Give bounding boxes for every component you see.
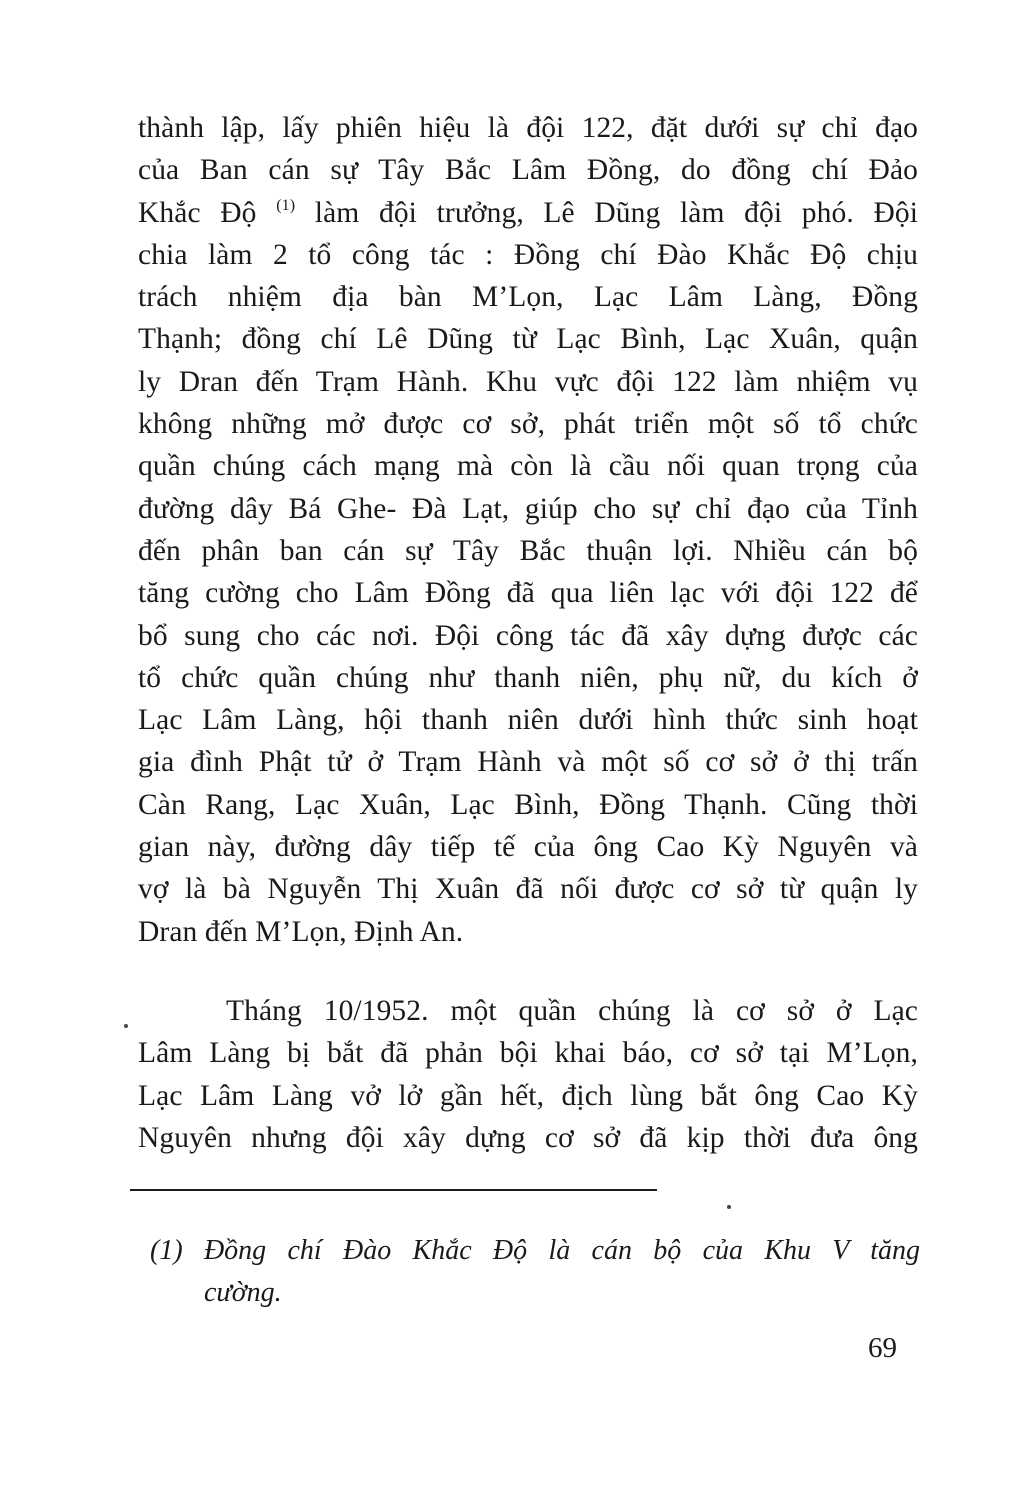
footnote-divider <box>130 1189 657 1191</box>
text-line: Càn Rang, Lạc Xuân, Lạc Bình, Đồng Thạnh. Cũng thời <box>138 788 918 821</box>
page-number: 69 <box>868 1332 897 1364</box>
text-line: Lạc Lâm Làng, hội thanh niên dưới hình thức sinh hoạt <box>138 704 918 737</box>
text-line: quần chúng cách mạng mà còn là cầu nối quan trọng của <box>138 450 918 483</box>
footnote-line: (1) Đồng chí Đào Khắc Độ là cán bộ của Khu V tăng <box>150 1235 920 1266</box>
paragraph-2 <box>138 990 918 1159</box>
text-line: Lâm Làng bị bắt đã phản bội khai báo, cơ sở tại M’Lọn, <box>138 1037 918 1070</box>
footnote-marker: (1) <box>276 196 296 214</box>
text-line: đến phân ban cán sự Tây Bắc thuận lợi. Nhiều cán bộ <box>138 534 918 567</box>
text-line: Lạc Lâm Làng vở lở gần hết, địch lùng bắt ông Cao Kỳ <box>138 1079 918 1112</box>
text-line: tăng cường cho Lâm Đồng đã qua liên lạc với đội 122 để <box>138 577 918 610</box>
text-line: thành lập, lấy phiên hiệu là đội 122, đặt dưới sự chỉ đạo <box>138 112 918 144</box>
text-line: trách nhiệm địa bàn M’Lọn, Lạc Lâm Làng, Đồng <box>138 281 918 314</box>
paragraph-1 <box>138 107 918 953</box>
text-line: ly Dran đến Trạm Hành. Khu vực đội 122 làm nhiệm vụ <box>138 365 918 398</box>
text-line: không những mở được cơ sở, phát triển một số tổ chức <box>138 408 918 441</box>
scan-speck <box>727 1205 731 1209</box>
text-line: gia đình Phật tử ở Trạm Hành và một số cơ sở ở thị trấn <box>138 746 918 779</box>
text-fragment: làm đội trưởng, Lê Dũng làm đội phó. Đội <box>314 196 918 229</box>
text-line: bổ sung cho các nơi. Đội công tác đã xây dựng được các <box>138 619 918 652</box>
text-line: Tháng 10/1952. một quần chúng là cơ sở ở Lạc <box>226 995 918 1027</box>
text-line: vợ là bà Nguyễn Thị Xuân đã nối được cơ sở từ quận ly <box>138 873 918 906</box>
text-line <box>138 192 918 234</box>
text-line: tổ chức quần chúng như thanh niên, phụ nữ, du kích ở <box>138 661 918 694</box>
footnote <box>150 1230 920 1314</box>
scan-speck <box>124 1024 128 1028</box>
text-line: Thạnh; đồng chí Lê Dũng từ Lạc Bình, Lạc Xuân, quận <box>138 323 918 356</box>
text-line: Dran đến M’Lọn, Định An. <box>138 915 464 948</box>
footnote-line: cường. <box>204 1277 282 1308</box>
text-line: chia làm 2 tổ công tác : Đồng chí Đào Khắc Độ chịu <box>138 238 918 271</box>
text-line: của Ban cán sự Tây Bắc Lâm Đồng, do đồng chí Đảo <box>138 154 918 187</box>
text-line: Nguyên nhưng đội xây dựng cơ sở đã kịp thời đưa ông <box>138 1121 918 1154</box>
text-line: đường dây Bá Ghe- Đà Lạt, giúp cho sự chỉ đạo của Tỉnh <box>138 492 918 525</box>
text-line: gian này, đường dây tiếp tế của ông Cao Kỳ Nguyên và <box>138 831 918 864</box>
text-fragment: Khắc Độ <box>138 196 257 229</box>
